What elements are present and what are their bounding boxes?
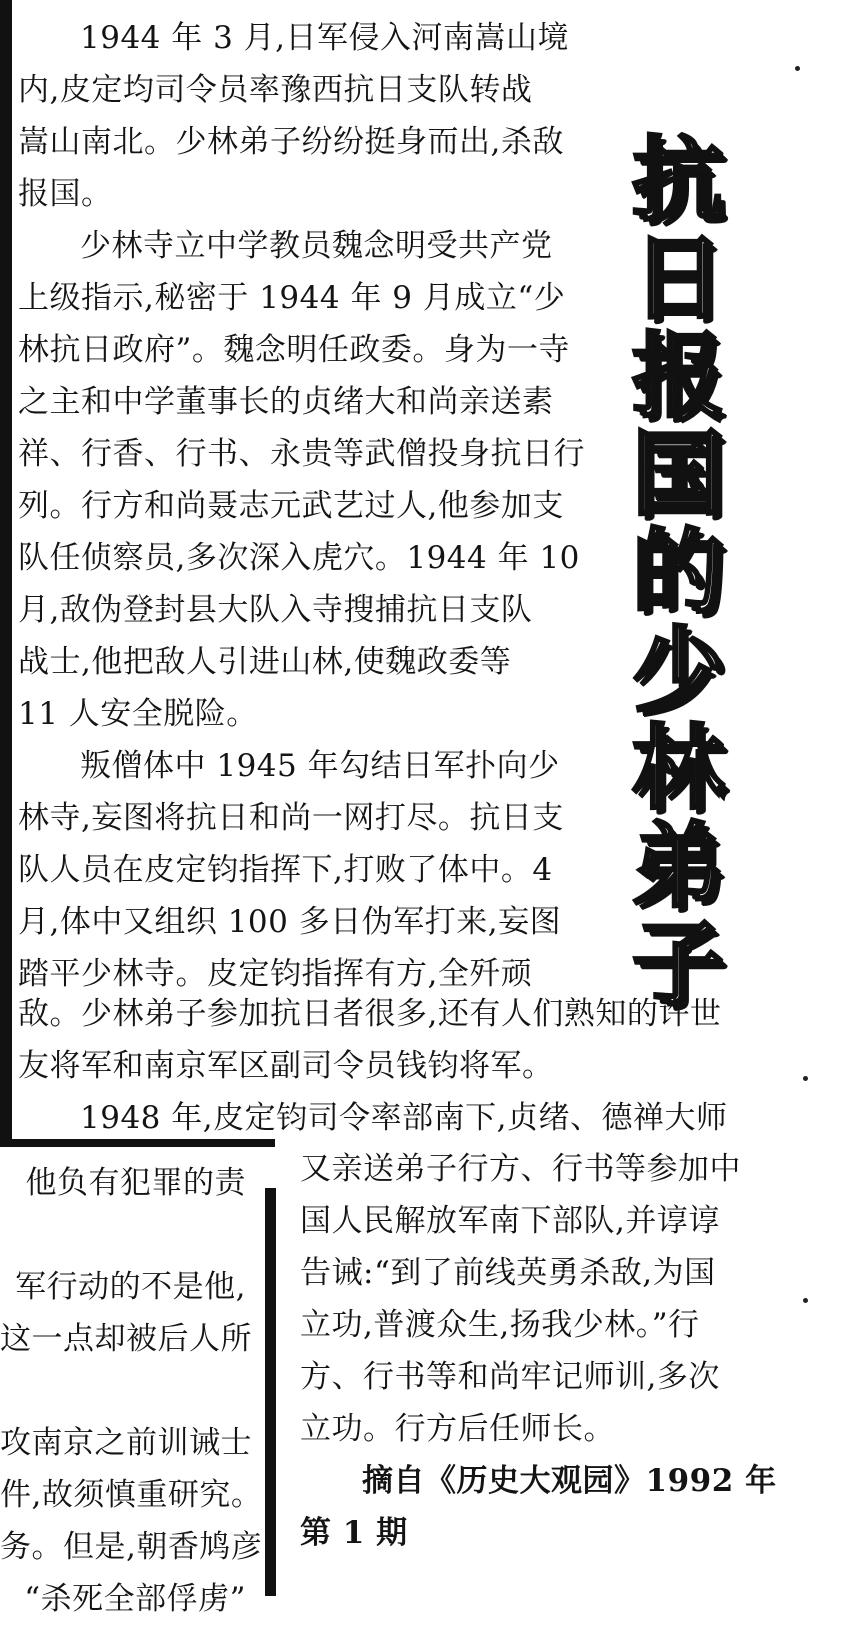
scan-speck xyxy=(803,1298,808,1303)
title-char: 报 xyxy=(631,323,724,430)
source-citation-issue: 第 1 期 xyxy=(300,1515,408,1551)
article-body-right xyxy=(300,1143,777,1559)
text-line xyxy=(0,1365,262,1417)
text-line xyxy=(0,1209,262,1261)
adjacent-article-fragment xyxy=(0,1157,262,1625)
text-line: 1948 年,皮定钧司令率部南下,贞绪、德禅大师 xyxy=(80,1100,728,1136)
text-line: 祥、行香、行书、永贵等武僧投身抗日行 xyxy=(18,436,585,472)
scan-speck xyxy=(795,66,800,71)
title-char: 少 xyxy=(631,617,724,724)
text-line: 方、行书等和尚牢记师训,多次 xyxy=(300,1359,720,1395)
text-line: 列。行方和尚聂志元武艺过人,他参加支 xyxy=(18,488,564,524)
inner-vertical-rule xyxy=(265,1188,276,1596)
text-line: 上级指示,秘密于 1944 年 9 月成立“少 xyxy=(18,280,566,316)
text-line: 务。但是,朝香鸠彦 xyxy=(0,1529,262,1565)
text-line: 国人民解放军南下部队,并谆谆 xyxy=(300,1203,720,1239)
text-line: 月,敌伪登封县大队入寺搜捕抗日支队 xyxy=(18,592,533,628)
title-char: 的 xyxy=(631,519,724,626)
text-line: 战士,他把敌人引进山林,使魏政委等 xyxy=(18,644,512,680)
source-citation: 摘自《历史大观园》1992 年 xyxy=(362,1463,777,1499)
text-line: 林抗日政府”。魏念明任政委。身为一寺 xyxy=(18,332,570,368)
text-line: 林寺,妄图将抗日和尚一网打尽。抗日支 xyxy=(18,800,564,836)
text-line: 踏平少林寺。皮定钧指挥有方,全歼顽 xyxy=(18,956,533,992)
text-line: 他负有犯罪的责 xyxy=(25,1165,246,1201)
text-line: 11 人安全脱险。 xyxy=(18,696,258,732)
title-char: 子 xyxy=(631,911,724,1018)
text-line: 告诫:“到了前线英勇杀敌,为国 xyxy=(300,1255,716,1291)
text-line: 立功,普渡众生,扬我少林。”行 xyxy=(300,1307,700,1343)
text-line: 这一点却被后人所 xyxy=(0,1321,252,1357)
article-body-wide xyxy=(18,988,778,1144)
text-line: 立功。行方后任师长。 xyxy=(300,1411,615,1447)
text-line: “杀死全部俘虏” xyxy=(24,1581,246,1617)
title-char: 日 xyxy=(631,225,724,332)
text-line: 之主和中学董事长的贞绪大和尚亲送素 xyxy=(18,384,554,420)
title-char: 国 xyxy=(631,421,724,528)
text-line: 少林寺立中学教员魏念明受共产党 xyxy=(80,228,553,264)
text-line: 军行动的不是他, xyxy=(15,1269,246,1305)
text-line: 报国。 xyxy=(18,176,113,212)
left-vertical-rule xyxy=(0,0,12,1145)
text-line: 敌。少林弟子参加抗日者很多,还有人们熟知的许世 xyxy=(18,996,722,1032)
text-line: 叛僧体中 1945 年勾结日军扑向少 xyxy=(80,748,560,784)
text-line: 1944 年 3 月,日军侵入河南嵩山境 xyxy=(80,20,570,56)
text-line: 又亲送弟子行方、行书等参加中 xyxy=(300,1151,741,1187)
title-char: 抗 xyxy=(631,127,724,234)
text-line: 件,故须慎重研究。 xyxy=(0,1477,262,1513)
text-line: 内,皮定均司令员率豫西抗日支队转战 xyxy=(18,72,533,108)
text-line: 攻南京之前训诫士 xyxy=(0,1425,252,1461)
article-title xyxy=(618,127,738,1018)
text-line: 月,体中又组织 100 多日伪军打来,妄图 xyxy=(18,904,562,940)
text-line: 队任侦察员,多次深入虎穴。1944 年 10 xyxy=(18,540,580,576)
text-line: 友将军和南京军区副司令员钱钧将军。 xyxy=(18,1048,554,1084)
title-char: 弟 xyxy=(631,813,724,920)
article-body-main xyxy=(18,12,618,1000)
text-line: 嵩山南北。少林弟子纷纷挺身而出,杀敌 xyxy=(18,124,564,160)
text-line: 队人员在皮定钧指挥下,打败了体中。4 xyxy=(18,852,553,888)
title-char: 林 xyxy=(631,715,724,822)
scan-speck xyxy=(803,1076,808,1081)
